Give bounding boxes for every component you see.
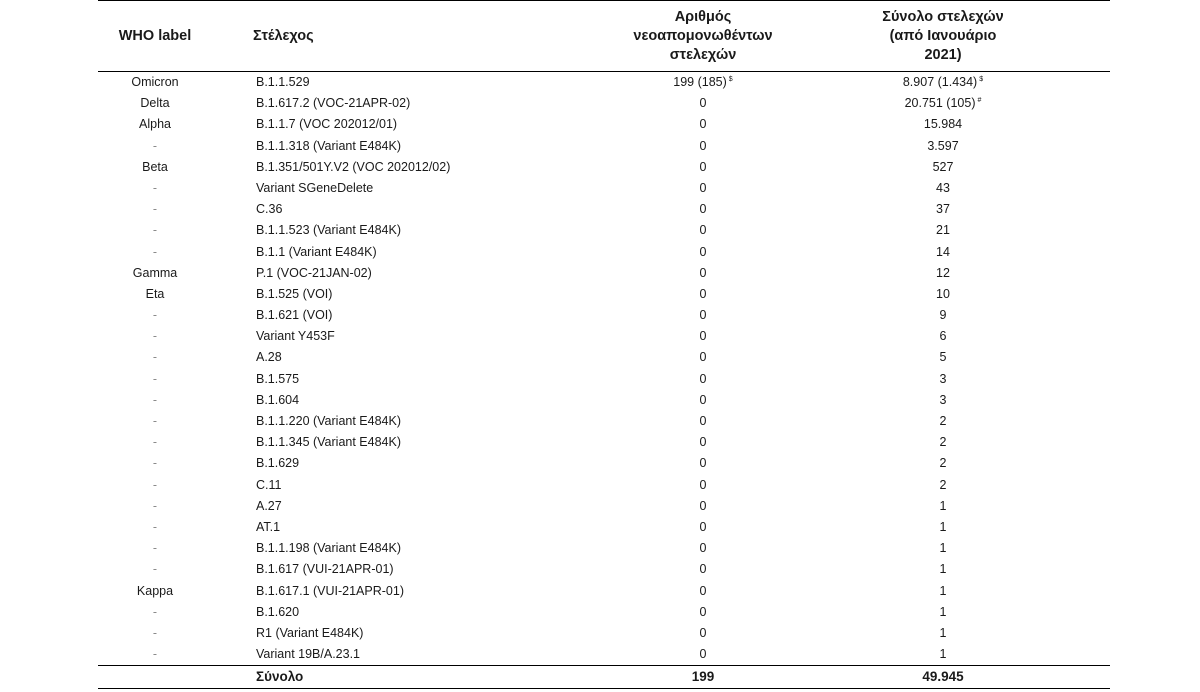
cell-new-isolates xyxy=(613,559,793,580)
cell-total-strains-value: 1 xyxy=(939,647,947,662)
cell-new-isolates xyxy=(613,538,793,559)
cell-who-label: - xyxy=(152,138,158,153)
table-row xyxy=(98,242,1110,263)
cell-new-isolates-value: 0 xyxy=(699,159,707,174)
cell-total-strains-value: 43 xyxy=(936,180,950,195)
cell-strain: B.1.617.1 (VUI-21APR-01) xyxy=(256,583,404,598)
totals-label: Σύνολο xyxy=(256,669,304,685)
cell-total-strains xyxy=(838,114,1048,135)
cell-total-strains-value: 6 xyxy=(939,329,947,344)
cell-strain: C.36 xyxy=(256,202,283,217)
cell-new-isolates xyxy=(613,305,793,326)
cell-total-strains xyxy=(838,326,1048,347)
header-new-isolates-line-1: Αριθμός xyxy=(674,8,732,25)
cell-who-label: Alpha xyxy=(139,117,171,132)
cell-total-strains xyxy=(838,178,1048,199)
cell-total-strains-value: 5 xyxy=(939,350,947,365)
table-row xyxy=(98,411,1110,432)
table-row xyxy=(98,432,1110,453)
cell-new-isolates-value: 0 xyxy=(699,350,707,365)
cell-new-isolates-value: 0 xyxy=(699,117,707,132)
header-new-isolates-line-2: νεοαπομονωθέντων xyxy=(633,27,773,44)
cell-new-isolates xyxy=(613,496,793,517)
cell-new-isolates xyxy=(613,242,793,263)
totals-new-isolates: 199 xyxy=(691,669,715,685)
cell-total-strains xyxy=(838,475,1048,496)
cell-new-isolates xyxy=(613,453,793,474)
footnote-marker: $ xyxy=(728,75,733,83)
table-row xyxy=(98,72,1110,93)
cell-who-label: - xyxy=(152,498,158,513)
cell-total-strains xyxy=(838,623,1048,644)
cell-new-isolates xyxy=(613,432,793,453)
cell-total-strains-value: 527 xyxy=(932,159,954,174)
cell-who-label: - xyxy=(152,647,158,662)
cell-new-isolates-value: 0 xyxy=(699,308,707,323)
cell-who-label: Kappa xyxy=(136,583,174,598)
cell-strain: B.1.1.318 (Variant E484K) xyxy=(256,138,401,153)
header-total-strains-line-2: (από Ιανουάριο xyxy=(889,27,997,44)
cell-who-label: - xyxy=(152,392,158,407)
cell-total-strains xyxy=(838,496,1048,517)
cell-total-strains xyxy=(838,390,1048,411)
cell-strain: B.1.575 xyxy=(256,371,300,386)
table-row xyxy=(98,136,1110,157)
cell-total-strains xyxy=(838,602,1048,623)
cell-new-isolates-value: 0 xyxy=(699,286,707,301)
totals-total-strains: 49.945 xyxy=(922,669,964,685)
cell-strain: B.1.1.220 (Variant E484K) xyxy=(256,414,401,428)
cell-total-strains xyxy=(838,432,1048,453)
cell-who-label: Gamma xyxy=(132,265,178,280)
table-row xyxy=(98,559,1110,580)
cell-who-label: - xyxy=(152,519,158,534)
table-row xyxy=(98,453,1110,474)
cell-total-strains xyxy=(838,93,1048,114)
cell-strain: B.1.1.345 (Variant E484K) xyxy=(256,435,401,450)
cell-who-label: - xyxy=(152,371,158,386)
footnote-marker: # xyxy=(977,97,982,105)
cell-new-isolates xyxy=(613,602,793,623)
cell-total-strains xyxy=(838,199,1048,220)
cell-new-isolates xyxy=(613,581,793,602)
cell-new-isolates xyxy=(613,72,793,93)
cell-new-isolates-value: 0 xyxy=(699,647,707,662)
cell-total-strains xyxy=(838,305,1048,326)
cell-new-isolates xyxy=(613,347,793,368)
cell-who-label: - xyxy=(152,308,158,323)
cell-new-isolates xyxy=(613,369,793,390)
table-row xyxy=(98,347,1110,368)
cell-who-label: Omicron xyxy=(131,75,179,89)
table-row xyxy=(98,623,1110,644)
cell-who-label: - xyxy=(152,414,158,428)
cell-new-isolates-value: 199 (185) xyxy=(673,75,727,89)
table-row xyxy=(98,114,1110,135)
header-new-isolates-line-3: στελεχών xyxy=(669,46,737,63)
cell-new-isolates xyxy=(613,93,793,114)
cell-total-strains-value: 1 xyxy=(939,625,947,640)
cell-new-isolates xyxy=(613,411,793,432)
header-new-isolates xyxy=(613,1,793,71)
cell-strain: Variant SGeneDelete xyxy=(256,180,374,195)
table-row xyxy=(98,220,1110,241)
cell-new-isolates-value: 0 xyxy=(699,435,707,450)
cell-total-strains-value: 3 xyxy=(939,371,947,386)
cell-new-isolates xyxy=(613,623,793,644)
cell-new-isolates-value: 0 xyxy=(699,371,707,386)
cell-new-isolates-value: 0 xyxy=(699,604,707,619)
cell-who-label: - xyxy=(152,329,158,344)
cell-who-label: - xyxy=(152,223,158,238)
cell-who-label: Beta xyxy=(142,159,168,174)
cell-total-strains xyxy=(838,220,1048,241)
cell-total-strains-value: 2 xyxy=(939,456,947,471)
cell-new-isolates xyxy=(613,157,793,178)
cell-strain: B.1.1.529 xyxy=(256,75,310,89)
cell-new-isolates xyxy=(613,475,793,496)
cell-total-strains-value: 21 xyxy=(936,223,950,238)
cell-total-strains xyxy=(838,411,1048,432)
cell-new-isolates-value: 0 xyxy=(699,96,707,111)
table-row xyxy=(98,390,1110,411)
cell-strain: B.1.1.7 (VOC 202012/01) xyxy=(256,117,398,132)
cell-total-strains-value: 2 xyxy=(939,414,947,428)
cell-new-isolates-value: 0 xyxy=(699,477,707,492)
cell-who-label: - xyxy=(152,180,158,195)
cell-who-label: - xyxy=(152,435,158,450)
table-row xyxy=(98,644,1110,665)
cell-total-strains-value: 1 xyxy=(939,498,947,513)
cell-who-label: Eta xyxy=(145,286,165,301)
cell-total-strains xyxy=(838,453,1048,474)
table-row xyxy=(98,263,1110,284)
cell-total-strains-value: 9 xyxy=(939,308,947,323)
cell-total-strains-value: 1 xyxy=(939,562,947,577)
cell-new-isolates-value: 0 xyxy=(699,456,707,471)
cell-strain: B.1.620 xyxy=(256,604,300,619)
header-total-strains xyxy=(838,1,1048,71)
header-who-label: WHO label xyxy=(118,27,192,44)
cell-strain: B.1.629 xyxy=(256,456,300,471)
cell-total-strains-value: 10 xyxy=(936,286,950,301)
header-strain: Στέλεχος xyxy=(253,27,314,44)
cell-new-isolates-value: 0 xyxy=(699,498,707,513)
cell-total-strains xyxy=(838,242,1048,263)
table-row xyxy=(98,305,1110,326)
cell-strain: A.27 xyxy=(256,498,282,513)
cell-new-isolates-value: 0 xyxy=(699,392,707,407)
table-row xyxy=(98,496,1110,517)
cell-strain: AT.1 xyxy=(256,519,281,534)
cell-strain: B.1.1 (Variant E484K) xyxy=(256,244,377,259)
table-row xyxy=(98,475,1110,496)
cell-total-strains xyxy=(838,347,1048,368)
table-row xyxy=(98,369,1110,390)
cell-strain: B.1.604 xyxy=(256,392,300,407)
table-row xyxy=(98,157,1110,178)
cell-total-strains-value: 20.751 (105) xyxy=(904,96,976,111)
cell-who-label: - xyxy=(152,625,158,640)
cell-new-isolates xyxy=(613,220,793,241)
cell-new-isolates-value: 0 xyxy=(699,138,707,153)
cell-who-label: - xyxy=(152,541,158,556)
cell-total-strains-value: 3 xyxy=(939,392,947,407)
footnote-marker: $ xyxy=(979,75,984,83)
cell-total-strains xyxy=(838,284,1048,305)
cell-total-strains xyxy=(838,644,1048,665)
totals-row xyxy=(98,665,1110,689)
cell-strain: A.28 xyxy=(256,350,282,365)
cell-total-strains xyxy=(838,72,1048,93)
cell-new-isolates xyxy=(613,178,793,199)
cell-total-strains xyxy=(838,157,1048,178)
cell-new-isolates-value: 0 xyxy=(699,244,707,259)
cell-who-label: Delta xyxy=(140,96,170,111)
cell-total-strains-value: 1 xyxy=(939,519,947,534)
cell-new-isolates xyxy=(613,390,793,411)
cell-who-label: - xyxy=(152,202,158,217)
cell-new-isolates-value: 0 xyxy=(699,180,707,195)
table-row xyxy=(98,284,1110,305)
cell-total-strains-value: 15.984 xyxy=(923,117,963,132)
cell-strain: B.1.351/501Y.V2 (VOC 202012/02) xyxy=(256,159,451,174)
cell-strain: B.1.617.2 (VOC-21APR-02) xyxy=(256,96,411,111)
cell-total-strains-value: 12 xyxy=(936,265,950,280)
cell-new-isolates xyxy=(613,517,793,538)
table-row xyxy=(98,199,1110,220)
table-row xyxy=(98,538,1110,559)
cell-new-isolates xyxy=(613,263,793,284)
cell-who-label: - xyxy=(152,456,158,471)
cell-total-strains xyxy=(838,559,1048,580)
cell-total-strains xyxy=(838,369,1048,390)
cell-strain: Variant 19B/A.23.1 xyxy=(256,647,361,662)
cell-total-strains xyxy=(838,581,1048,602)
header-total-strains-line-3: 2021) xyxy=(924,46,962,63)
table-row xyxy=(98,602,1110,623)
cell-total-strains xyxy=(838,517,1048,538)
table-row xyxy=(98,326,1110,347)
cell-total-strains xyxy=(838,263,1048,284)
cell-strain: B.1.525 (VOI) xyxy=(256,286,333,301)
cell-new-isolates-value: 0 xyxy=(699,223,707,238)
cell-strain: P.1 (VOC-21JAN-02) xyxy=(256,265,372,280)
cell-total-strains-value: 3.597 xyxy=(927,138,959,153)
table-row xyxy=(98,93,1110,114)
cell-total-strains-value: 2 xyxy=(939,477,947,492)
table-header xyxy=(98,0,1110,72)
table-row xyxy=(98,581,1110,602)
cell-total-strains-value: 37 xyxy=(936,202,950,217)
cell-new-isolates-value: 0 xyxy=(699,541,707,556)
cell-new-isolates-value: 0 xyxy=(699,329,707,344)
cell-new-isolates-value: 0 xyxy=(699,583,707,598)
cell-total-strains-value: 1 xyxy=(939,583,947,598)
cell-who-label: - xyxy=(152,477,158,492)
cell-strain: B.1.1.198 (Variant E484K) xyxy=(256,541,401,556)
cell-total-strains-value: 14 xyxy=(936,244,950,259)
cell-total-strains-value: 2 xyxy=(939,435,947,450)
cell-new-isolates-value: 0 xyxy=(699,414,707,428)
table-row xyxy=(98,178,1110,199)
table-body xyxy=(98,72,1110,665)
variants-table xyxy=(98,0,1110,689)
cell-new-isolates-value: 0 xyxy=(699,265,707,280)
cell-total-strains xyxy=(838,136,1048,157)
cell-total-strains-value: 1 xyxy=(939,541,947,556)
cell-total-strains-value: 1 xyxy=(939,604,947,619)
cell-new-isolates xyxy=(613,114,793,135)
cell-who-label: - xyxy=(152,562,158,577)
cell-strain: R1 (Variant E484K) xyxy=(256,625,364,640)
cell-new-isolates-value: 0 xyxy=(699,562,707,577)
cell-total-strains xyxy=(838,538,1048,559)
cell-new-isolates xyxy=(613,136,793,157)
cell-new-isolates xyxy=(613,284,793,305)
cell-strain: C.11 xyxy=(256,477,282,492)
cell-strain: B.1.617 (VUI-21APR-01) xyxy=(256,562,394,577)
cell-new-isolates xyxy=(613,326,793,347)
cell-strain: B.1.621 (VOI) xyxy=(256,308,333,323)
cell-who-label: - xyxy=(152,350,158,365)
cell-who-label: - xyxy=(152,604,158,619)
table-row xyxy=(98,517,1110,538)
cell-new-isolates-value: 0 xyxy=(699,202,707,217)
cell-new-isolates xyxy=(613,644,793,665)
cell-total-strains-value: 8.907 (1.434) xyxy=(902,75,978,89)
header-total-strains-line-1: Σύνολο στελεχών xyxy=(882,8,1004,25)
cell-new-isolates-value: 0 xyxy=(699,625,707,640)
cell-new-isolates xyxy=(613,199,793,220)
cell-strain: B.1.1.523 (Variant E484K) xyxy=(256,223,401,238)
cell-strain: Variant Y453F xyxy=(256,329,335,344)
cell-who-label: - xyxy=(152,244,158,259)
cell-new-isolates-value: 0 xyxy=(699,519,707,534)
